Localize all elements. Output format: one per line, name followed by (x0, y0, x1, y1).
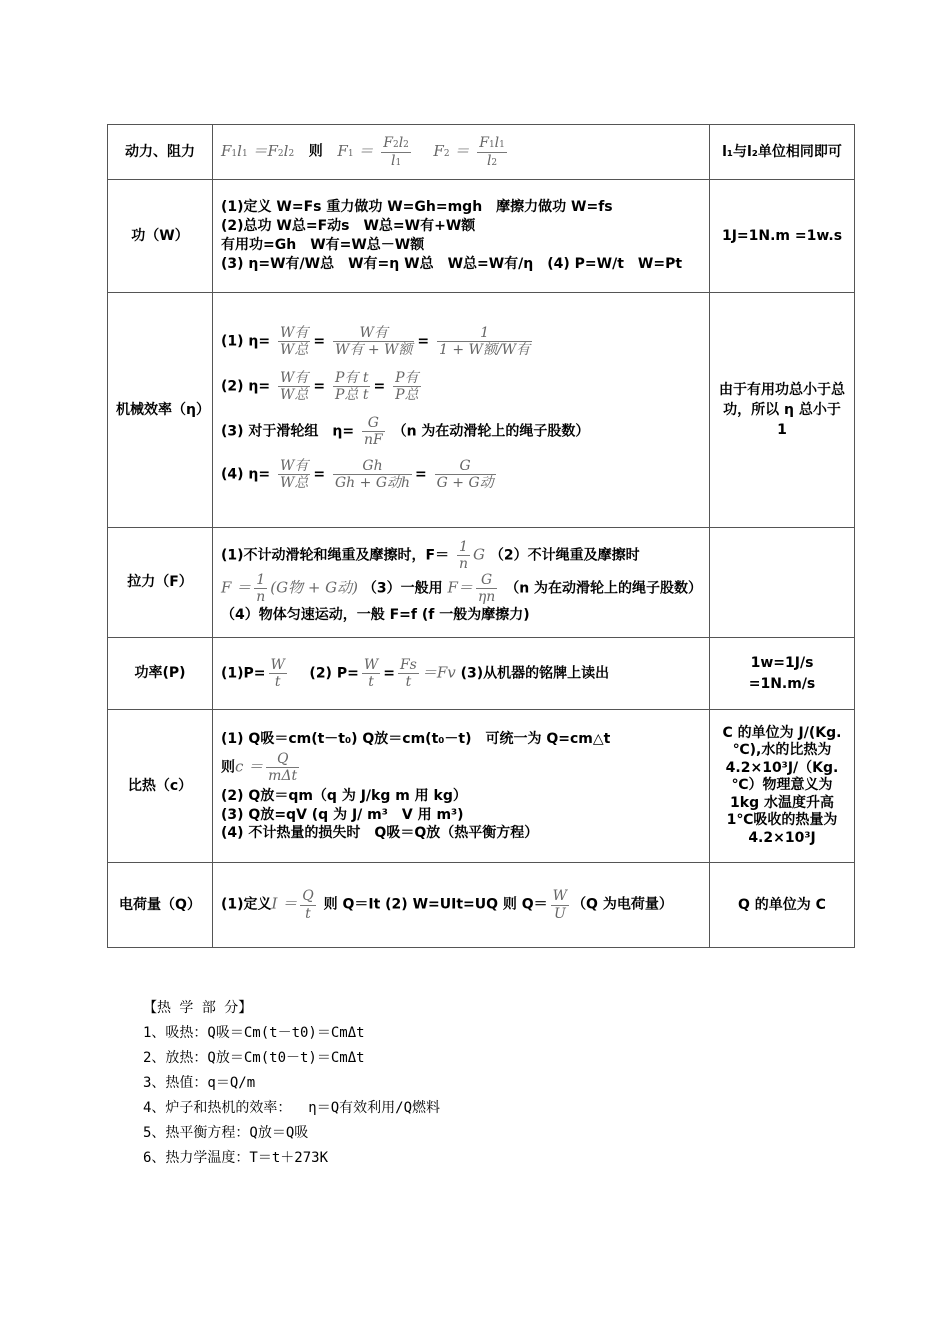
formula-line: (1)定义 W=Fs 重力做功 W=Gh=mgh 摩擦力做功 W=fs (221, 199, 613, 216)
list-item: 5、热平衡方程：Q放＝Q吸 (143, 1125, 309, 1141)
row-formula: F1l1 ＝F2l2 则 F1 ＝ $\frac{F2l2}{l1}$ F2 ＝ $\frac{F1l1}{l2}$ (213, 125, 710, 180)
table-row (108, 710, 855, 863)
formula-line: 有用功=Gh W有=W总－W额 (221, 237, 425, 253)
row-note: 1w=1J/s =1N.m/s (710, 638, 855, 710)
formula-text: 则 (308, 144, 323, 160)
row-name: 功率(P) (108, 638, 213, 710)
thermal-notes (143, 996, 440, 1171)
formula-line: (4) 不计热量的损失时 Q吸＝Q放（热平衡方程） (221, 824, 539, 841)
row-note: Q 的单位为 C (710, 863, 855, 948)
formula-line: (2)总功 W总=F动s W总=W有+W额 (221, 218, 476, 235)
formula-line: (3) Q放=qV (q 为 J/ m³ V 用 m³) (221, 806, 464, 823)
list-item: 2、放热：Q放＝Cm(t0－t)＝CmΔt (143, 1050, 365, 1066)
row-formula (213, 180, 710, 293)
row-note: l₁与l₂单位相同即可 (710, 125, 855, 180)
formula-line: 则c ＝ $\frac{Q}{\text{mΔt}}$ (221, 751, 298, 785)
table-row (108, 180, 855, 293)
formula-line: (4) η= $\frac{\text{W有}}{\text{W总}}$ = $\frac{Gh}{\text{Gh + G动h}}$ = $\frac{G}{\text{G + G动}}$ (221, 458, 494, 492)
row-name: 比热（c） (108, 710, 213, 863)
formula-table (107, 124, 855, 948)
row-note: 由于有用功总小于总功，所以 η 总小于 1 (710, 293, 855, 528)
formula-line: (1) η= $\frac{\text{W有}}{\text{W总}}$ = $\frac{\text{W有}}{\text{W有 + W额}}$ = $\frac{1}{\text{1 + W额/W有}}$ (221, 324, 531, 358)
notes-heading: 【热 学 部 分】 (143, 1000, 253, 1016)
list-item: 1、吸热：Q吸＝Cm(t－t0)＝CmΔt (143, 1025, 365, 1041)
row-name: 机械效率（η） (108, 293, 213, 528)
row-note (710, 528, 855, 638)
formula-line: (1) Q吸＝cm(t－t₀) Q放＝cm(t₀－t) 可统一为 Q=cm△t (221, 731, 611, 748)
row-name: 拉力（F） (108, 528, 213, 638)
row-name: 功（W） (108, 180, 213, 293)
row-note: 1J=1N.m =1w.s (710, 180, 855, 293)
row-note: C 的单位为 J/(Kg.℃),水的比热为 4.2×10³J/（Kg.℃）物理意义为 1kg 水温度升高 1℃吸收的热量为 4.2×10³J (710, 710, 855, 863)
formula-line: (2) Q放＝qm（q 为 J/kg m 用 kg） (221, 788, 467, 805)
row-formula: (1)定义I ＝ $\frac{Q}{t}$ 则 Q＝It (2) W=UIt=UQ 则 Q＝ $\frac{W}{U}$ （Q 为电荷量） (213, 863, 710, 948)
row-formula: (1)P= $\frac{W}{t}$ (2) P= $\frac{W}{t}$ = $\frac{Fs}{t}$ ＝Fv (3)从机器的铭牌上读出 (213, 638, 710, 710)
list-item: 6、热力学温度：T＝t＋273K (143, 1150, 329, 1166)
list-item: 4、炉子和热机的效率： η＝Q有效利用/Q燃料 (143, 1100, 440, 1116)
row-name: 电荷量（Q） (108, 863, 213, 948)
formula-line: (3) η=W有/W总 W有=η W总 W总=W有/η (4) P=W/t W=Pt (221, 255, 683, 272)
table-row (108, 293, 855, 528)
row-name: 动力、阻力 (108, 125, 213, 180)
table-row (108, 863, 855, 948)
table-row (108, 528, 855, 638)
table-row (108, 125, 855, 180)
row-formula (213, 293, 710, 528)
list-item: 3、热值：q＝Q/m (143, 1075, 256, 1091)
row-formula (213, 710, 710, 863)
row-formula: (1)不计动滑轮和绳重及摩擦时，F＝ $\frac{1}{n}$ G （2）不计绳重及摩擦时 F ＝ $\frac{1}{n}$ (G物 + G动) （3）一般用 F＝ $\frac{G}{\eta n}$ （n 为在动滑轮上的绳子股数）（4）物体匀速运动，一般 F=f (f 一般为摩擦力) (213, 528, 710, 638)
table-row (108, 638, 855, 710)
formula-line: (2) η= $\frac{\text{W有}}{\text{W总}}$ = $\frac{\text{P有 t}}{\text{P总 t}}$ = $\frac{\text{P有}}{\text{P总}}$ (221, 369, 419, 403)
formula-line: (3) 对于滑轮组 η= $\frac{G}{nF}$ （n 为在动滑轮上的绳子股数） (221, 415, 590, 449)
